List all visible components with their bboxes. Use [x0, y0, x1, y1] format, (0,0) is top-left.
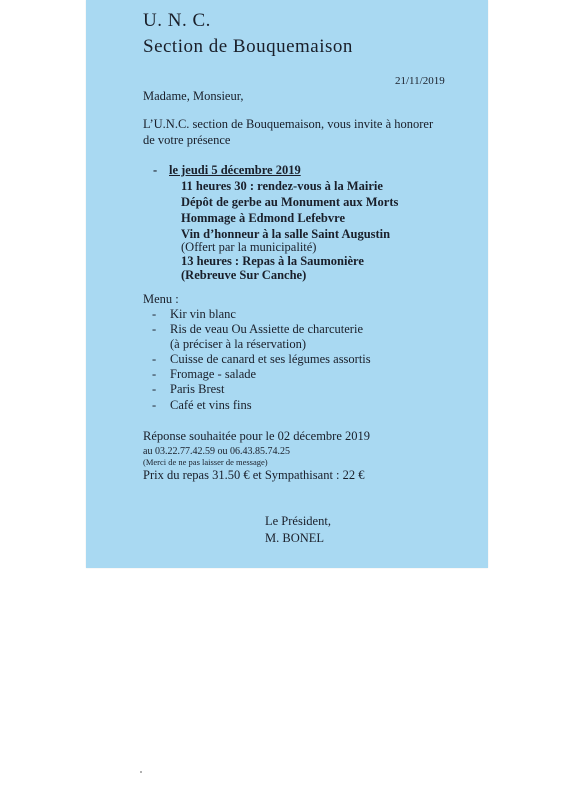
intro-line-1: L’U.N.C. section de Bouquemaison, vous invite à honorer [143, 117, 434, 131]
program-line: Dépôt de gerbe au Monument aux Morts [181, 195, 399, 209]
event-bullet: - [153, 163, 158, 177]
program-line: 11 heures 30 : rendez-vous à la Mairie [181, 179, 383, 193]
menu-bullet: - [152, 352, 157, 366]
org-title: U. N. C. [143, 10, 211, 31]
program-line: Hommage à Edmond Lefebvre [181, 211, 345, 225]
reply-deadline: Réponse souhaitée pour le 02 décembre 2019 [143, 429, 371, 443]
program-line: (Rebreuve Sur Canche) [181, 268, 307, 282]
invitation-sheet [86, 0, 488, 568]
greeting: Madame, Monsieur, [143, 89, 244, 103]
meal-price: Prix du repas 31.50 € et Sympathisant : 22 € [143, 468, 365, 482]
program-line: (Offert par la municipalité) [181, 240, 317, 254]
reply-note: (Merci de ne pas laisser de message) [143, 457, 268, 467]
letter-date: 21/11/2019 [395, 75, 445, 87]
menu-bullet: - [152, 307, 157, 321]
menu-item: Café et vins fins [170, 398, 252, 412]
menu-item: Paris Brest [170, 382, 225, 396]
signature-role: Le Président, [265, 514, 331, 528]
menu-bullet: - [152, 322, 157, 336]
menu-item: Cuisse de canard et ses légumes assortis [170, 352, 371, 366]
scan-speck [140, 771, 142, 773]
program-line: 13 heures : Repas à la Saumonière [181, 254, 364, 268]
menu-item: Ris de veau Ou Assiette de charcuterie [170, 322, 363, 336]
signature-name: M. BONEL [265, 531, 325, 545]
event-date: le jeudi 5 décembre 2019 [169, 163, 301, 177]
menu-item: Kir vin blanc [170, 307, 236, 321]
menu-bullet: - [152, 398, 157, 412]
intro-line-2: de votre présence [143, 133, 231, 147]
menu-bullet: - [152, 367, 157, 381]
menu-item: Fromage - salade [170, 367, 257, 381]
menu-bullet: - [152, 382, 157, 396]
menu-heading: Menu : [143, 292, 179, 306]
reply-phones: au 03.22.77.42.59 ou 06.43.85.74.25 [143, 446, 290, 457]
menu-item: (à préciser à la réservation) [170, 337, 307, 351]
program-line: Vin d’honneur à la salle Saint Augustin [181, 227, 391, 241]
section-title: Section de Bouquemaison [143, 36, 353, 57]
